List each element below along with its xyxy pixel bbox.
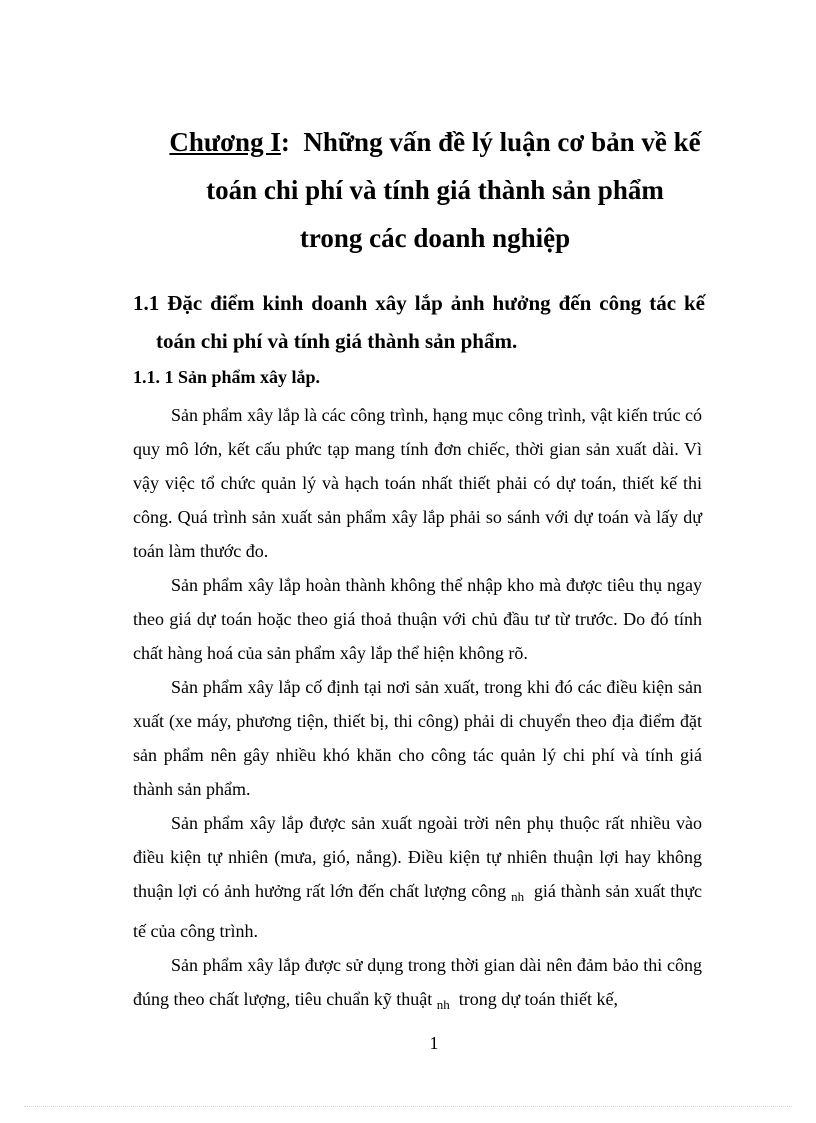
section-heading	[133, 284, 705, 360]
chapter-title	[130, 118, 740, 262]
paragraph: Sản phẩm xây lắp hoàn thành không thể nhập kho mà được tiêu thụ ngay theo giá dự toán hoặc theo giá thoả thuận với chủ đầu tư từ trước. Do đó tính chất hàng hoá của sản phẩm xây lắp thể hiện không rõ.	[133, 575, 702, 663]
subsection-heading: 1.1. 1 Sản phẩm xây lắp.	[133, 367, 321, 387]
chapter-title-line-3: trong các doanh nghiệp	[299, 223, 571, 253]
chapter-title-text-1: Những vấn đề lý luận cơ bản về kế	[303, 127, 701, 157]
paragraph	[133, 806, 702, 948]
chapter-label: Chương I	[169, 127, 281, 157]
paragraph: Sản phẩm xây lắp cố định tại nơi sản xuất, trong khi đó các điều kiện sản xuất (xe máy, phương tiện, thiết bị, thi công) phải di chuyển theo địa điểm đặt sản phẩm nên gây nhiều khó khăn cho công tác quản lý chi phí và tính giá thành sản phẩm.	[133, 677, 702, 799]
chapter-separator: :	[280, 127, 290, 157]
page-number: 1	[429, 1033, 439, 1053]
paragraph-text: Sản phẩm xây lắp được sản xuất ngoài trời nên phụ thuộc rất nhiều vào điều kiện tự nhiên (mưa, gió, nắng). Điều kiện tự nhiên thuận lợi hay không thuận lợi có ảnh hưởng rất lớn đến chất lượng công	[133, 813, 702, 901]
section-heading-line-1: 1.1 Đặc điểm kinh doanh xây lắp ảnh hưởng đến công tác kế	[133, 291, 705, 315]
paragraph	[133, 948, 702, 1022]
paragraph-text: giá thành sản xuất thực tế của công trình.	[133, 881, 702, 941]
chapter-title-line-1	[130, 118, 740, 166]
inline-fragment: nh	[436, 997, 450, 1012]
inline-fragment: nh	[511, 889, 525, 904]
section-heading-line-2: toán chi phí và tính giá thành sản phẩm.	[156, 329, 518, 353]
chapter-title-line-2: toán chi phí và tính giá thành sản phẩm	[206, 175, 664, 205]
paragraph-text: Sản phẩm xây lắp được sử dụng trong thời gian dài nên đảm bảo thi công đúng theo chất lượng, tiêu chuẩn kỹ thuật	[133, 955, 702, 1009]
footer-divider	[24, 1106, 792, 1107]
paragraph-text: trong dự toán thiết kế,	[458, 989, 618, 1009]
body-text	[133, 398, 702, 1022]
paragraph: Sản phẩm xây lắp là các công trình, hạng mục công trình, vật kiến trúc có quy mô lớn, kết cấu phức tạp mang tính đơn chiếc, thời gian sản xuất dài. Vì vậy việc tổ chức quản lý và hạch toán nhất thiết phải có dự toán, thiết kế thi công. Quá trình sản xuất sản phẩm xây lắp phải so sánh với dự toán và lấy dự toán làm thước đo.	[133, 405, 702, 561]
